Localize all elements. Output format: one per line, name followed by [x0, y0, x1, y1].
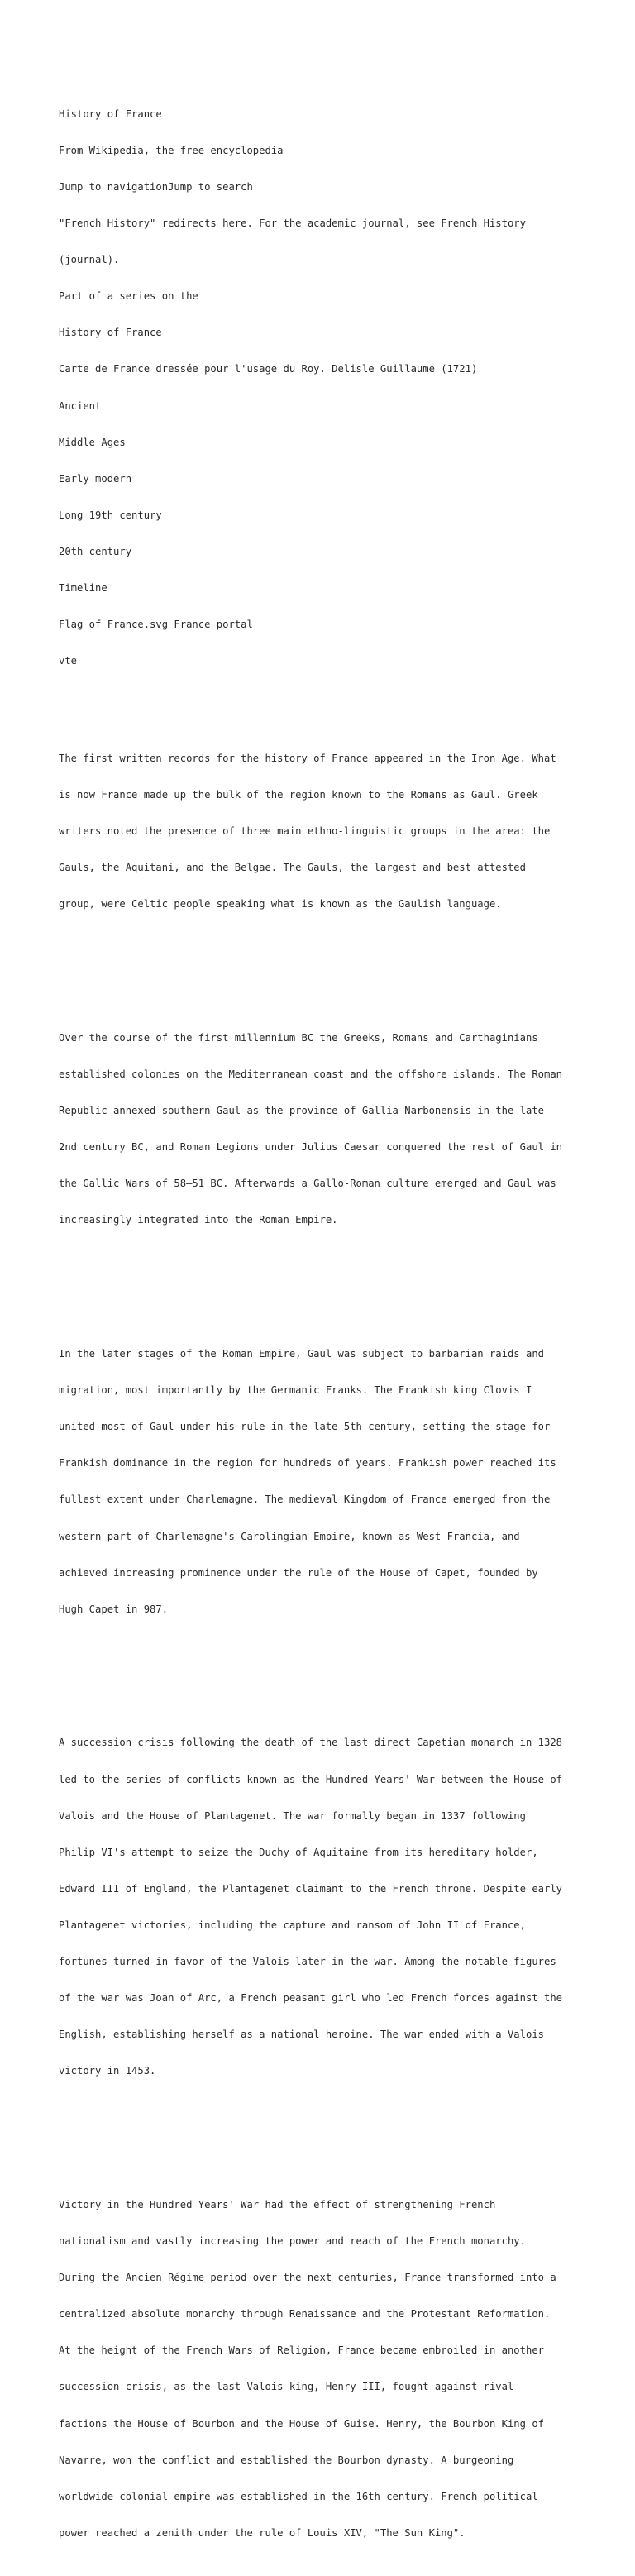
paragraph-line: migration, most importantly by the Germanic Franks. The Frankish king Clovis I [59, 1384, 532, 1397]
paragraph-line: victory in 1453. [59, 2065, 156, 2077]
paragraph-line: the Gallic Wars of 58–51 BC. Afterwards a Gallo-Roman culture emerged and Gaul was [59, 1178, 556, 1190]
paragraph-line: worldwide colonial empire was established in the 16th century. French political [59, 2490, 538, 2502]
paragraph-line: is now France made up the bulk of the region known to the Romans as Gaul. Greek [59, 788, 538, 801]
series-item-ancient: Ancient [59, 399, 102, 412]
paragraph-line: In the later stages of the Roman Empire, Gaul was subject to barbarian raids and [59, 1348, 544, 1360]
paragraph-gap [59, 1664, 604, 1676]
vte-line: vte [59, 655, 78, 667]
paragraph-line: Gauls, the Aquitani, and the Belgae. The Gauls, the largest and best attested [59, 862, 526, 874]
paragraph-line: Victory in the Hundred Years' War had the effect of strengthening French [59, 2198, 496, 2210]
paragraph-line: English, establishing herself as a national heroine. The war ended with a Valois [59, 2029, 544, 2041]
paragraph-line: centralized absolute monarchy through Renaissance and the Protestant Reformation. [59, 2308, 551, 2320]
paragraph-line: of the war was Joan of Arc, a French peasant girl who led French forces against the [59, 1992, 563, 2005]
paragraph-line: led to the series of conflicts known as the Hundred Years' War between the House of [59, 1773, 563, 1785]
paragraph-line: established colonies on the Mediterranean coast and the offshore islands. The Roman [59, 1068, 563, 1080]
paragraph-line: nationalism and vastly increasing the power and reach of the French monarchy. [59, 2235, 526, 2248]
paragraph-line: At the height of the French Wars of Religion, France became embroiled in another [59, 2344, 544, 2357]
series-item-early-modern: Early modern [59, 472, 132, 485]
paragraph [59, 1713, 604, 2101]
paragraph-line: fullest extent under Charlemagne. The medieval Kingdom of France emerged from the [59, 1494, 551, 1506]
jump-links: Jump to navigationJump to search [59, 181, 253, 193]
paragraph-line: Valois and the House of Plantagenet. The war formally began in 1337 following [59, 1809, 526, 1822]
paragraph-line: united most of Gaul under his rule in the late 5th century, setting the stage for [59, 1421, 551, 1433]
paragraph-line: Hugh Capet in 987. [59, 1603, 169, 1615]
portal-line: Flag of France.svg France portal [59, 619, 253, 631]
paragraph-gap [59, 2126, 604, 2139]
series-item-timeline: Timeline [59, 582, 107, 595]
paragraph-line: 2nd century BC, and Roman Legions under Julius Caesar conquered the rest of Gaul in [59, 1141, 563, 1154]
series-title: History of France [59, 327, 162, 339]
paragraph-line: fortunes turned in favor of the Valois later in the war. Among the notable figures [59, 1956, 556, 1967]
paragraph-line: Plantagenet victories, including the capture and ransom of John II of France, [59, 1919, 526, 1931]
paragraph-line: A succession crisis following the death of the last direct Capetian monarch in 1328 [59, 1737, 563, 1749]
paragraph [59, 728, 604, 934]
source-line: From Wikipedia, the free encyclopedia [59, 144, 284, 156]
paragraph-line: During the Ancien Régime period over the next centuries, France transformed into a [59, 2272, 556, 2284]
paragraph-line: achieved increasing prominence under the rule of the House of Capet, founded by [59, 1566, 538, 1579]
document-page [59, 60, 604, 2576]
paragraph-line: Frankish dominance in the region for hundreds of years. Frankish power reached its [59, 1457, 556, 1470]
paragraph [59, 2175, 604, 2564]
redirect-note: "French History" redirects here. For the academic journal, see French History [59, 217, 526, 230]
paragraph-line: Edward III of England, the Plantagenet claimant to the French throne. Despite early [59, 1882, 563, 1895]
series-item-long-19th: Long 19th century [59, 509, 162, 521]
article-header [59, 84, 604, 691]
paragraph-line: Navarre, won the conflict and established the Bourbon dynasty. A burgeoning [59, 2454, 514, 2466]
paragraph-line: factions the House of Bourbon and the House of Guise. Henry, the Bourbon King of [59, 2417, 544, 2430]
series-intro: Part of a series on the [59, 290, 198, 303]
paragraph-line: The first written records for the history of France appeared in the Iron Age. What [59, 752, 556, 764]
paragraph-gap [59, 1275, 604, 1288]
paragraph-line: western part of Charlemagne's Carolingian Empire, known as West Francia, and [59, 1530, 520, 1542]
series-item-20th: 20th century [59, 545, 132, 557]
paragraph-line: Philip VI's attempt to seize the Duchy of Aquitaine from its hereditary holder, [59, 1846, 538, 1858]
article-title: History of France [59, 108, 162, 120]
paragraph-line: succession crisis, as the last Valois king, Henry III, fought against rival [59, 2381, 514, 2393]
map-caption: Carte de France dressée pour l'usage du Roy. Delisle Guillaume (1721) [59, 363, 478, 375]
paragraph-line: writers noted the presence of three main ethno-linguistic groups in the area: the [59, 825, 551, 838]
paragraph-line: increasingly integrated into the Roman Empire. [59, 1214, 338, 1226]
paragraph-line: group, were Celtic people speaking what is known as the Gaulish language. [59, 898, 502, 910]
paragraph-line: Republic annexed southern Gaul as the province of Gallia Narbonensis in the late [59, 1105, 544, 1117]
paragraph [59, 1324, 604, 1640]
paragraph-line: power reached a zenith under the rule of Louis XIV, "The Sun King". [59, 2526, 466, 2539]
redirect-note-cont: (journal). [59, 254, 120, 266]
paragraph-gap [59, 959, 604, 972]
series-item-middle-ages: Middle Ages [59, 436, 126, 448]
paragraph-line: Over the course of the first millennium BC the Greeks, Romans and Carthaginians [59, 1031, 538, 1044]
paragraph [59, 1008, 604, 1251]
